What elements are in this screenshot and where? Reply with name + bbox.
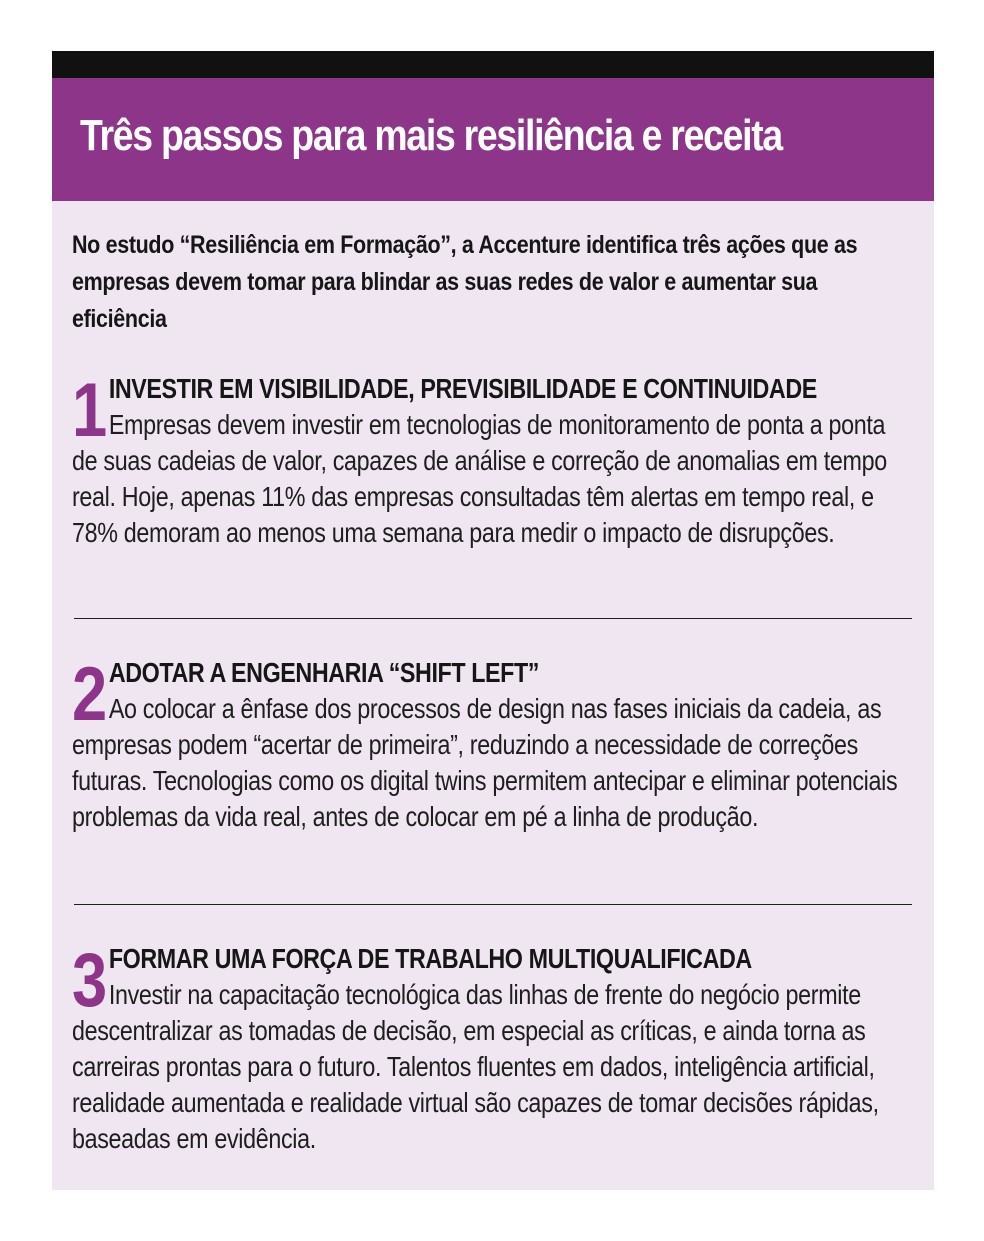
step-3: [72, 938, 912, 1157]
step-body: Investir na capacitação tecnológica das linhas de frente do negócio permite descentralizar as tomadas de decisão, em especial as críticas, e ainda torna as carreiras prontas para o futuro. Talentos fluentes em dados, inteligência artificial, realidade aumentada e realidade virtual são capazes de tomar decisões rápidas, baseadas em evidência.: [72, 979, 879, 1154]
step-heading: FORMAR UMA FORÇA DE TRABALHO MULTIQUALIFICADA: [108, 943, 752, 974]
step-number: 2: [72, 652, 106, 737]
step-number: 3: [72, 938, 106, 1023]
section-divider: [74, 904, 912, 905]
step-number: 1: [72, 368, 106, 453]
step-body: Ao colocar a ênfase dos processos de design nas fases iniciais da cadeia, as empresas podem “acertar de primeira”, reduzindo a necessidade de correções futuras. Tecnologias como os digital twins permitem antecipar e eliminar potenciais problemas da vida real, antes de colocar em pé a linha de produção.: [72, 693, 898, 832]
step-2: [72, 652, 912, 835]
step-heading: INVESTIR EM VISIBILIDADE, PREVISIBILIDADE E CONTINUIDADE: [108, 373, 817, 404]
page-title: Três passos para mais resiliência e receita: [80, 111, 782, 160]
step-1: [72, 368, 912, 551]
section-divider: [74, 618, 912, 619]
infographic-card: [52, 51, 934, 1190]
intro-text: No estudo “Resiliência em Formação”, a Accenture identifica três ações que as empresas devem tomar para blindar as suas redes de valor e aumentar sua eficiência: [72, 231, 858, 333]
top-black-bar: [52, 51, 934, 78]
step-heading: ADOTAR A ENGENHARIA “SHIFT LEFT”: [108, 657, 539, 688]
title-banner: [52, 78, 934, 201]
step-body: Empresas devem investir em tecnologias de monitoramento de ponta a ponta de suas cadeias de valor, capazes de análise e correção de anomalias em tempo real. Hoje, apenas 11% das empresas consultadas têm alertas em tempo real, e 78% demoram ao menos uma semana para medir o impacto de disrupções.: [72, 409, 887, 548]
